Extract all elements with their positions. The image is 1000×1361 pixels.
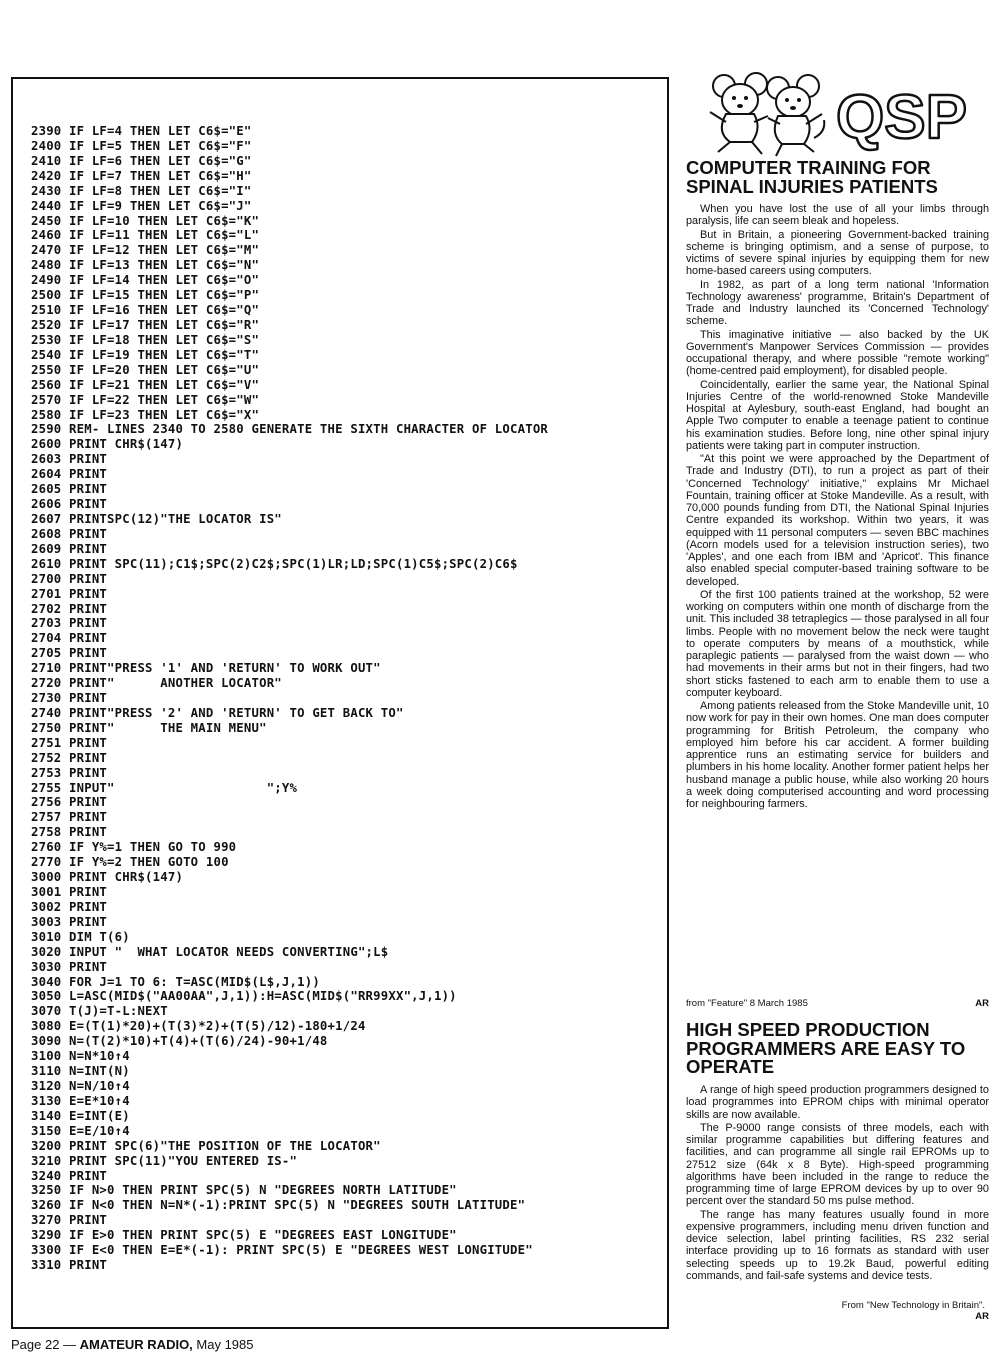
code-line: 2440 IF LF=9 THEN LET C6$="J" [31,198,252,213]
code-line: 2703 PRINT [31,616,108,631]
code-line: 3300 IF E<0 THEN E=E*(-1): PRINT SPC(5) E "DEGREES WEST LONGITUDE" [31,1243,533,1258]
code-line: 3030 PRINT [31,959,108,974]
code-line: 3210 PRINT SPC(11)"YOU ENTERED IS-" [31,1153,298,1168]
code-line: 3270 PRINT [31,1213,108,1228]
article2-source [686,1300,989,1322]
article2-paragraph: The range has many features usually found in more expensive programmers, including menu driven function and device selection, label printing facilities, RS 232 serial interface providing up to 16 formats as standard with user selecting speeds up to 19.2k Baud, powerful editing commands, and fail-safe systems and device tests. [686,1208,989,1282]
code-line: 2710 PRINT"PRESS '1' AND 'RETURN' TO WORK OUT" [31,661,381,676]
code-line: 3310 PRINT [31,1258,108,1273]
code-line: 2751 PRINT [31,735,108,750]
code-line: 2580 IF LF=23 THEN LET C6$="X" [31,407,260,422]
footer-page-number: Page 22 — [11,1337,80,1352]
code-line: 3080 E=(T(1)*20)+(T(3)*2)+(T(5)/12)-180+1/24 [31,1019,366,1034]
code-line: 2606 PRINT [31,497,108,512]
code-line: 3150 E=E/10↑4 [31,1123,130,1138]
code-line: 2730 PRINT [31,691,108,706]
code-line: 3120 N=N/10↑4 [31,1079,130,1093]
qsp-column [682,72,992,1361]
code-line: 2600 PRINT CHR$(147) [31,437,184,452]
article1-paragraph: Among patients released from the Stoke Mandeville unit, 10 now work for pay in their own homes. One man does computer programming for British Petroleum, the company who employed him before his car accident. A former building apprentice runs an estimating service for builders and plumbers in his home locality. Another former patient helps her husband manage a public house, while also working 20 hours a week doing computerised accounting and word processing for neighbouring farmers. [686,700,989,810]
code-line: 2520 IF LF=17 THEN LET C6$="R" [31,317,260,332]
code-line: 3001 PRINT [31,885,108,900]
code-line: 2590 REM- LINES 2340 TO 2580 GENERATE THE SIXTH CHARACTER OF LOCATOR [31,422,549,437]
article1-headline-line2: SPINAL INJURIES PATIENTS [686,175,938,197]
code-line: 3200 PRINT SPC(6)"THE POSITION OF THE LOCATOR" [31,1138,381,1153]
code-line: 3100 N=N*10↑4 [31,1049,130,1064]
article2-paragraph: The P-9000 range consists of three models, each with similar programme capabilities but differing features and facilities, and can programme all single rail EPROMs up to 27512 size (64k x 8 Byte). High-speed programming algorithms have been included in the range to reduce the programming time of large EPROM devices by up to over 90 percent over the standard 50 ms pulse method. [686,1121,989,1208]
article2-source-text: From "New Technology in Britain". [841,1300,985,1311]
code-line: 3140 E=INT(E) [31,1108,130,1123]
code-line: 3003 PRINT [31,914,108,929]
article2-body [686,1084,989,1283]
code-line: 2390 IF LF=4 THEN LET C6$="E" [31,124,252,138]
code-line: 2702 PRINT [31,601,108,616]
page-footer [11,1337,254,1352]
code-line: 3020 INPUT " WHAT LOCATOR NEEDS CONVERTING";L$ [31,944,389,959]
article2-headline [686,1021,986,1077]
code-line: 2750 PRINT" THE MAIN MENU" [31,720,267,735]
code-line: 3050 L=ASC(MID$("AA00AA",J,1)):H=ASC(MID$("RR99XX",J,1)) [31,989,457,1004]
code-line: 2752 PRINT [31,750,108,765]
article2-paragraph: A range of high speed production programmers designed to load programmes into EPROM chips with minimal operator skills are now available. [686,1084,989,1121]
code-line: 2610 PRINT SPC(11);C1$;SPC(2)C2$;SPC(1)LR;LD;SPC(1)C5$;SPC(2)C6$ [31,556,518,571]
article1-paragraph: "At this point we were approached by the Department of Trade and Industry (DTI), to run a project as part of their 'Concerned Technology' initiative," explains Mr Michael Fountain, training officer at Stoke Mandeville. As a result, with 70,000 pounds funding from DTI, the National Spinal Injuries Centre expanded its workshop. Within two years, it was equipped with 11 personal computers — seven BBC machines (Acorn models used for a television instruction series), two 'Apples', and one each from IBM and 'Apricot'. This finance also enabled special computer-based training software to be developed. [686,453,989,588]
code-line: 2410 IF LF=6 THEN LET C6$="G" [31,153,252,168]
article2-headline-line2: PROGRAMMERS ARE EASY TO [686,1037,966,1059]
code-line: 2400 IF LF=5 THEN LET C6$="F" [31,138,252,153]
code-line: 2540 IF LF=19 THEN LET C6$="T" [31,347,260,362]
code-line: 2705 PRINT [31,646,108,661]
article1-headline [686,159,986,196]
code-line: 2704 PRINT [31,631,108,646]
code-line: 2420 IF LF=7 THEN LET C6$="H" [31,168,252,183]
code-line: 2608 PRINT [31,526,108,541]
code-line: 2560 IF LF=21 THEN LET C6$="V" [31,377,260,392]
code-line: 2757 PRINT [31,810,108,825]
article1-paragraph: Of the first 100 patients trained at the workshop, 52 were working on computers within one month of discharge from the unit. This included 38 tetraplegics — those paralysed in all four limbs. People with no movement below the neck were taught to operate computers by means of a mouthstick, while paraplegic patients — paralysed from the waist down — who had movements in their arms but not in their fingers, had two short sticks fastened to each arm to enable them to use a computer keyboard. [686,588,989,699]
code-line: 2480 IF LF=13 THEN LET C6$="N" [31,258,260,273]
article1-paragraph: But in Britain, a pioneering Government-backed training scheme is bringing optimism, and a sense of purpose, to victims of severe spinal injuries by equipping them for new home-based careers using computers. [686,228,989,278]
article1-end-mark: AR [975,998,989,1009]
code-line: 2607 PRINTSPC(12)"THE LOCATOR IS" [31,511,282,526]
code-line: 2530 IF LF=18 THEN LET C6$="S" [31,332,260,347]
code-line: 2470 IF LF=12 THEN LET C6$="M" [31,243,260,258]
code-line: 2700 PRINT [31,571,108,586]
svg-text:QSP: QSP [836,83,967,152]
code-line: 3000 PRINT CHR$(147) [31,870,184,885]
article2-headline-line1: HIGH SPEED PRODUCTION [686,1019,930,1040]
code-line: 2760 IF Y%=1 THEN GO TO 990 [31,840,237,855]
footer-issue-date: May 1985 [192,1337,254,1352]
qsp-mice-logo-icon [696,72,990,158]
code-line: 2570 IF LF=22 THEN LET C6$="W" [31,392,260,407]
code-line: 3010 DIM T(6) [31,929,130,944]
article1-source-text: from "Feature" 8 March 1985 [686,998,808,1009]
article2-end-mark: AR [975,1311,989,1322]
article1-paragraph: In 1982, as part of a long term national 'Information Technology awareness' programme, Britain's Department of Trade and Industry launched its 'Concerned Technology' scheme. [686,278,989,328]
code-line: 2701 PRINT [31,586,108,601]
code-line: 2604 PRINT [31,467,108,482]
code-line: 3002 PRINT [31,899,108,914]
article1-headline-line1: COMPUTER TRAINING FOR [686,157,931,178]
code-line: 3290 IF E>0 THEN PRINT SPC(5) E "DEGREES EAST LONGITUDE" [31,1228,457,1243]
program-listing-box [11,77,669,1329]
code-line: 3110 N=INT(N) [31,1064,130,1079]
code-line: 2605 PRINT [31,482,108,497]
code-line: 3040 FOR J=1 TO 6: T=ASC(MID$(L$,J,1)) [31,974,320,989]
footer-magazine-name: AMATEUR RADIO, [79,1337,193,1352]
code-line: 2753 PRINT [31,765,108,780]
code-line: 2755 INPUT" ";Y% [31,780,298,795]
code-line: 2603 PRINT [31,452,108,467]
code-line: 3250 IF N>0 THEN PRINT SPC(5) N "DEGREES NORTH LATITUDE" [31,1183,457,1198]
code-line: 2550 IF LF=20 THEN LET C6$="U" [31,362,260,377]
code-line: 2490 IF LF=14 THEN LET C6$="O" [31,273,260,288]
code-line: 2500 IF LF=15 THEN LET C6$="P" [31,288,260,303]
article1-paragraph: When you have lost the use of all your limbs through paralysis, life can seem bleak and hopeless. [686,203,989,228]
code-line: 2510 IF LF=16 THEN LET C6$="Q" [31,303,260,318]
code-line: 2756 PRINT [31,795,108,810]
code-line: 3260 IF N<0 THEN N=N*(-1):PRINT SPC(5) N "DEGREES SOUTH LATITUDE" [31,1198,526,1213]
code-line: 2460 IF LF=11 THEN LET C6$="L" [31,228,260,243]
code-line: 3090 N=(T(2)*10)+T(4)+(T(6)/24)-90+1/48 [31,1034,328,1049]
code-line: 2720 PRINT" ANOTHER LOCATOR" [31,676,282,691]
basic-program-listing [31,124,661,1273]
article1-body [686,203,989,811]
code-line: 3130 E=E*10↑4 [31,1093,130,1108]
code-line: 2450 IF LF=10 THEN LET C6$="K" [31,213,260,228]
code-line: 3240 PRINT [31,1168,108,1183]
article1-paragraph: Coincidentally, earlier the same year, the National Spinal Injuries Centre of the world-renowned Stoke Mandeville Hospital at Aylesbury, south-east England, had bought an Apple Two computer to enable a teenage patient to continue his examination studies. Before long, nine other spinal injury patients were taking part in computer instruction. [686,378,989,452]
article1-paragraph: This imaginative initiative — also backed by the UK Government's Manpower Services Commission — provides occupational therapy, and where possible "remote working" (home-centred paid employment), for disabled people. [686,328,989,378]
code-line: 2430 IF LF=8 THEN LET C6$="I" [31,183,252,198]
code-line: 2609 PRINT [31,541,108,556]
code-line: 3070 T(J)=T-L:NEXT [31,1004,168,1019]
code-line: 2770 IF Y%=2 THEN GOTO 100 [31,855,229,870]
code-line: 2740 PRINT"PRESS '2' AND 'RETURN' TO GET BACK TO" [31,705,404,720]
article2-headline-line3: OPERATE [686,1056,775,1077]
article1-source [686,998,989,1009]
code-line: 2758 PRINT [31,825,108,840]
